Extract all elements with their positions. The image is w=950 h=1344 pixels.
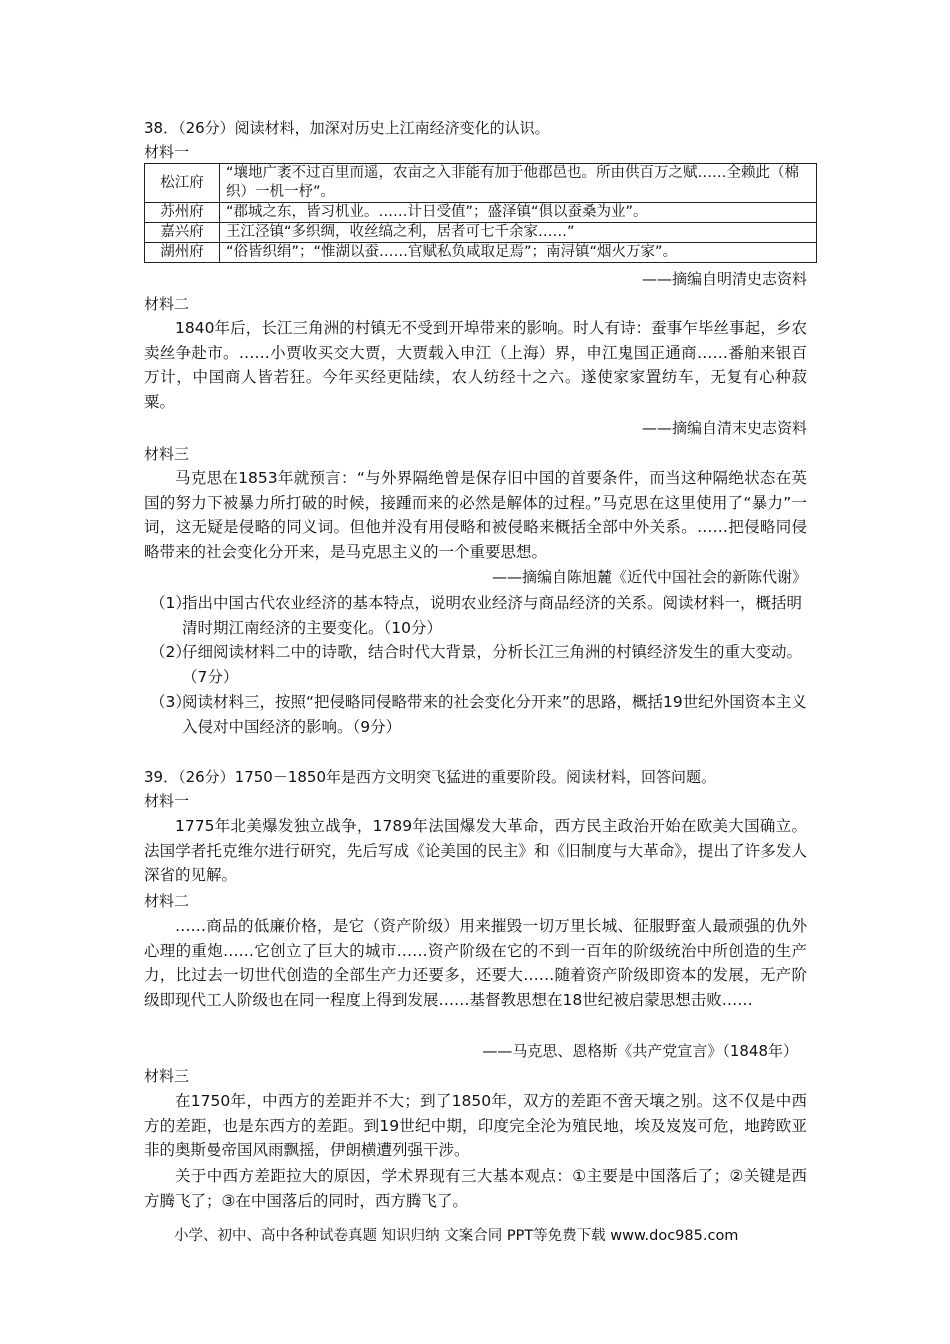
q39-material2-source: ——马克思、恩格斯《共产党宣言》（1848年）: [482, 1042, 798, 1060]
table-cell-text: “郡城之东，皆习机业。……计日受值”；盛泽镇“俱以蚕桑为业”。: [220, 203, 817, 223]
q39-material2-text: ……商品的低廉价格，是它（资产阶级）用来摧毁一切万里长城、征服野蛮人最顽强的仇外心理的重炮……它创立了巨大的城市……资产阶级在它的不到一百年的阶级统治中所创造的生产力，比过去一切世代创造的全部生产力还要多，还要大……随着资产阶级即资本的发展，无产阶级即现代工人阶级也在同一程度上得到发展……基督教思想在18世纪被启蒙思想击败……: [144, 917, 807, 1009]
table-cell-text: “俗皆织绢”；“惟湖以蚕……官赋私负咸取足焉”；南浔镇“烟火万家”。: [220, 243, 817, 263]
q38-material2-text: 1840年后，长江三角洲的村镇无不受到开埠带来的影响。时人有诗：蚕事乍毕丝事起，乡农卖丝争赴市。……小贾收买交大贾，大贾载入申江（上海）界，申江鬼国正通商……番舶来银百万计，中国商人皆若狂。今年买经更陆续，农人纺经十之六。遂使家家置纺车，无复有心种菽粟。: [144, 319, 807, 411]
q39-material3-text-2: 关于中西方差距拉大的原因，学术界现有三大基本观点：①主要是中国落后了；②关键是西方腾飞了；③在中国落后的同时，西方腾飞了。: [144, 1167, 807, 1210]
footer-ad: 小学、初中、高中各种试卷真题 知识归纳 文案合同 PPT等免费下载 www.doc985.com: [174, 1228, 739, 1244]
q38-material1-source: ——摘编自明清史志资料: [641, 270, 807, 288]
q38-title: 38．（26分）阅读材料，加深对历史上江南经济变化的认识。: [144, 119, 550, 137]
q38-question-3: [150, 690, 810, 740]
q39-title: 39．（26分）1750－1850年是西方文明突飞猛进的重要阶段。阅读材料，回答问题。: [144, 768, 717, 786]
table-cell-place: 松江府: [145, 164, 220, 203]
q39-material3-label: 材料三: [144, 1067, 190, 1085]
table-row: [145, 164, 817, 203]
q38-question-1: [150, 591, 810, 641]
q38-material3-text: 马克思在1853年就预言：“与外界隔绝曾是保存旧中国的首要条件，而当这种隔绝状态在英国的努力下被暴力所打破的时候，接踵而来的必然是解体的过程。”马克思在这里使用了“暴力”一词，这无疑是侵略的同义词。但他并没有用侵略和被侵略来概括全部中外关系。……把侵略同侵略带来的社会变化分开来，是马克思主义的一个重要思想。: [144, 469, 807, 561]
table-cell-text: “壤地广袤不过百里而遥，农亩之入非能有加于他郡邑也。所由供百万之赋……全赖此（棉织）一机一杼”。: [220, 164, 817, 203]
q38-material2-label: 材料二: [144, 295, 190, 313]
question-number: （3）: [150, 693, 191, 711]
q38-material3-source: ——摘编自陈旭麓《近代中国社会的新陈代谢》: [491, 568, 807, 586]
table-row: [145, 203, 817, 223]
q39-material2-label: 材料二: [144, 892, 190, 910]
question-number: （2）: [150, 643, 191, 661]
question-text: 仔细阅读材料二中的诗歌，结合时代大背景，分析长江三角洲的村镇经济发生的重大变动。（7分）: [182, 643, 803, 686]
table-row: [145, 223, 817, 243]
table-cell-place: 嘉兴府: [145, 223, 220, 243]
question-number: （1）: [150, 594, 191, 612]
q39-material1-text: 1775年北美爆发独立战争，1789年法国爆发大革命，西方民主政治开始在欧美大国确立。法国学者托克维尔进行研究，先后写成《论美国的民主》和《旧制度与大革命》，提出了许多发人深省的见解。: [144, 817, 807, 885]
question-text: 阅读材料三，按照“把侵略同侵略带来的社会变化分开来”的思路，概括19世纪外国资本主义入侵对中国经济的影响。（9分）: [182, 693, 807, 736]
q38-material3-label: 材料三: [144, 445, 190, 463]
table-cell-place: 苏州府: [145, 203, 220, 223]
q38-material1-label: 材料一: [144, 143, 190, 161]
q38-material1-table: [144, 163, 817, 263]
q39-material1-label: 材料一: [144, 792, 190, 810]
q38-material2-source: ——摘编自清末史志资料: [641, 419, 807, 437]
table-cell-place: 湖州府: [145, 243, 220, 263]
question-text: 指出中国古代农业经济的基本特点，说明农业经济与商品经济的关系。阅读材料一，概括明清时期江南经济的主要变化。（10分）: [182, 594, 803, 637]
table-row: [145, 243, 817, 263]
q39-material3-text-1: 在1750年，中西方的差距并不大；到了1850年，双方的差距不啻天壤之别。这不仅是中西方的差距，也是东西方的差距。到19世纪中期，印度完全沦为殖民地，埃及岌岌可危，地跨欧亚非的奥斯曼帝国风雨飘摇，伊朗横遭列强干涉。: [144, 1092, 807, 1160]
q38-question-2: [150, 640, 810, 690]
table-cell-text: 王江泾镇“多织绸，收丝缟之利，居者可七千余家……”: [220, 223, 817, 243]
